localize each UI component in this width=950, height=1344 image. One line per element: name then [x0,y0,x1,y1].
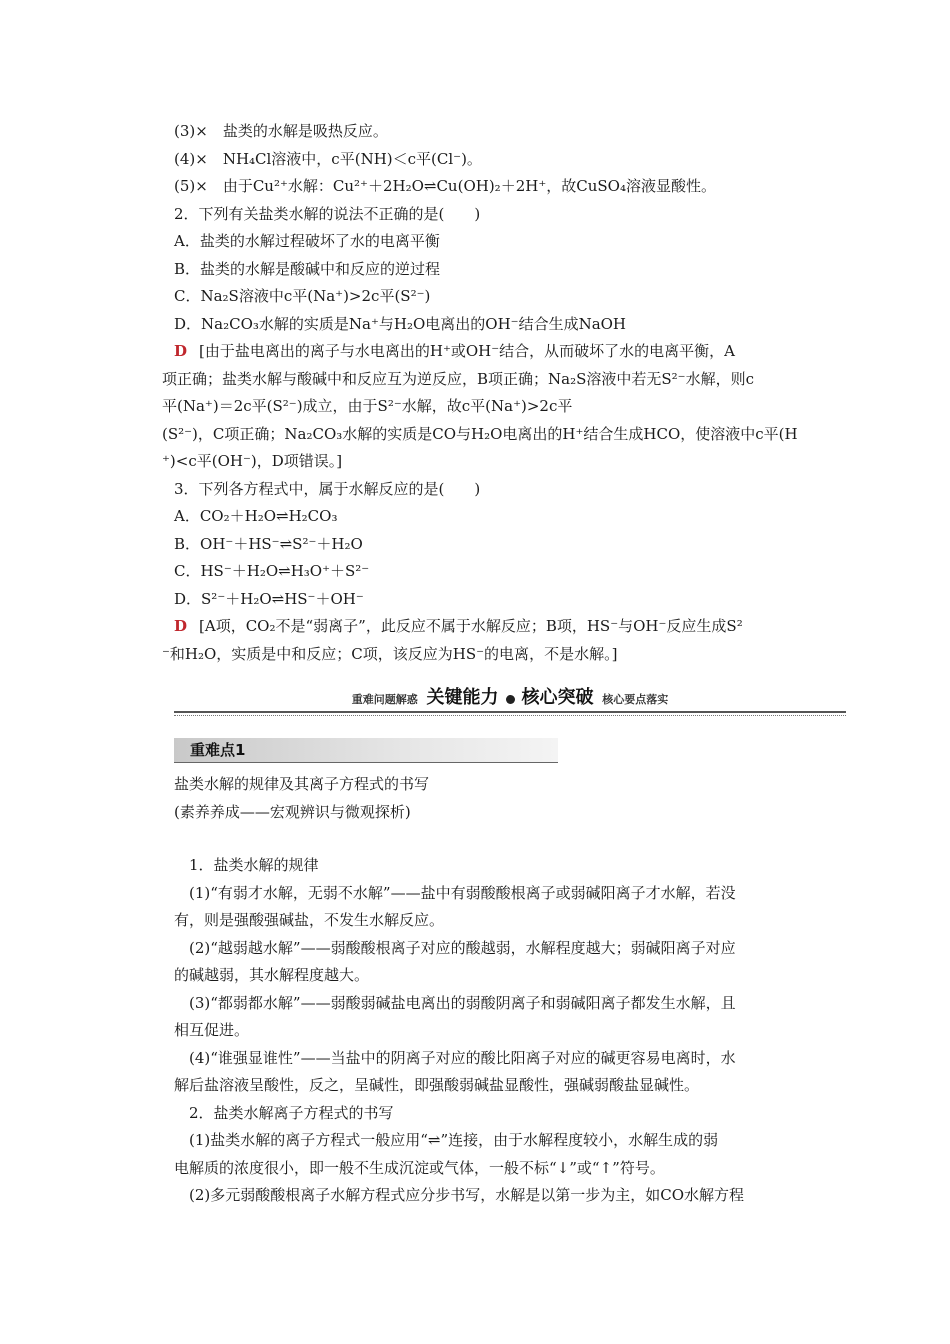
text-line: (1)盐类水解的离子方程式一般应用“⇌”连接，由于水解程度较小，水解生成的弱 [174,1131,719,1149]
option-c: C．Na₂S溶液中c平(Na⁺)>2c平(S²⁻) [174,287,431,305]
option-d: D．S²⁻＋H₂O⇌HS⁻＋OH⁻ [174,589,364,608]
option-c: C．HS⁻＋H₂O⇌H₃O⁺＋S²⁻ [174,562,370,580]
answer-line: (S²⁻)，C项正确；Na₂CO₃水解的实质是CO与H₂O电离出的H⁺结合生成HCO，使溶液中c平(H [162,424,798,443]
key-point-label: 重难点1 [190,741,246,759]
answer-line [174,338,814,366]
question-3: 3．下列各方程式中，属于水解反应的是( ) [174,479,481,498]
option-a: A．盐类的水解过程破坏了水的电离平衡 [174,232,440,250]
banner-main2: 核心突破 [521,687,594,708]
banner-right: 核心要点落实 [602,693,669,706]
banner-main1: 关键能力 [426,687,499,708]
text-line: 电解质的浓度很小，即一般不生成沉淀或气体，一般不标“↓”或“↑”符号。 [174,1158,665,1177]
section-title: 盐类水解的规律及其离子方程式的书写 [174,775,430,793]
answer-line: 平(Na⁺)＝2c平(S²⁻)成立，由于S²⁻水解，故c平(Na⁺)>2c平 [162,397,573,415]
text-line: 2．盐类水解离子方程式的书写 [174,1103,394,1122]
text-line: (4)× NH₄Cl溶液中，c平(NH)＜c平(Cl⁻)。 [174,149,482,168]
text-line: (3)“都弱都水解”——弱酸弱碱盐电离出的弱酸阴离子和弱碱阳离子都发生水解，且 [174,993,736,1012]
text-line: 解后盐溶液呈酸性，反之，呈碱性，即强酸弱碱盐显酸性，强碱弱酸盐显碱性。 [174,1076,700,1094]
text-line: 1．盐类水解的规律 [174,856,319,874]
text-line: (2)多元弱酸酸根离子水解方程式应分步书写，水解是以第一步为主，如CO水解方程 [174,1186,745,1204]
answer-line: ⁻和H₂O，实质是中和反应；C项，该反应为HS⁻的电离，不是水解。] [162,644,618,663]
text-line: 有，则是强酸强碱盐，不发生水解反应。 [174,911,445,929]
bullet-icon [506,695,515,704]
text-line: (4)“谁强显谁性”——当盐中的阴离子对应的酸比阳离子对应的碱更容易电离时，水 [174,1048,736,1067]
text-line: (2)“越弱越水解”——弱酸酸根离子对应的酸越弱，水解程度越大；弱碱阳离子对应 [174,938,736,957]
text-line: (1)“有弱才水解，无弱不水解”——盐中有弱酸酸根离子或弱碱阳离子才水解，若没 [174,883,736,902]
text-line: (3)× 盐类的水解是吸热反应。 [174,122,388,140]
option-a: A．CO₂＋H₂O⇌H₂CO₃ [174,507,338,525]
answer-line: ⁺)<c平(OH⁻)，D项错误。] [162,452,343,470]
text-line: 相互促进。 [174,1021,250,1039]
answer-line: 项正确；盐类水解与酸碱中和反应互为逆反应，B项正确；Na₂S溶液中若无S²⁻水解，则c [162,369,754,388]
divider [174,715,846,716]
option-d: D．Na₂CO₃水解的实质是Na⁺与H₂O电离出的OH⁻结合生成NaOH [174,314,627,333]
exercise-block [162,118,814,668]
answer-letter: D [174,342,188,360]
answer-text: [由于盐电离出的离子与水电离出的H⁺或OH⁻结合，从而破坏了水的电离平衡，A [199,342,735,360]
section-banner [174,686,846,710]
option-b: B．盐类的水解是酸碱中和反应的逆过程 [174,259,441,278]
answer-text: [A项，CO₂不是“弱离子”，此反应不属于水解反应；B项，HS⁻与OH⁻反应生成S² [199,617,743,635]
answer-letter: D [174,617,188,635]
answer-line [174,613,814,641]
option-b: B．OH⁻＋HS⁻⇌S²⁻＋H₂O [174,534,363,553]
section-heading [174,771,814,826]
text-line: 的碱越弱，其水解程度越大。 [174,966,370,984]
section-subtitle: (素养养成——宏观辨识与微观探析) [174,802,411,821]
text-line: (5)× 由于Cu²⁺水解：Cu²⁺＋2H₂O⇌Cu(OH)₂＋2H⁺，故CuSO₄溶液显酸性。 [174,177,716,195]
banner-left: 重难问题解惑 [351,693,418,706]
key-point-tag [174,738,558,763]
section-body [174,852,814,1210]
question-2: 2．下列有关盐类水解的说法不正确的是( ) [174,204,481,223]
divider [174,711,846,713]
